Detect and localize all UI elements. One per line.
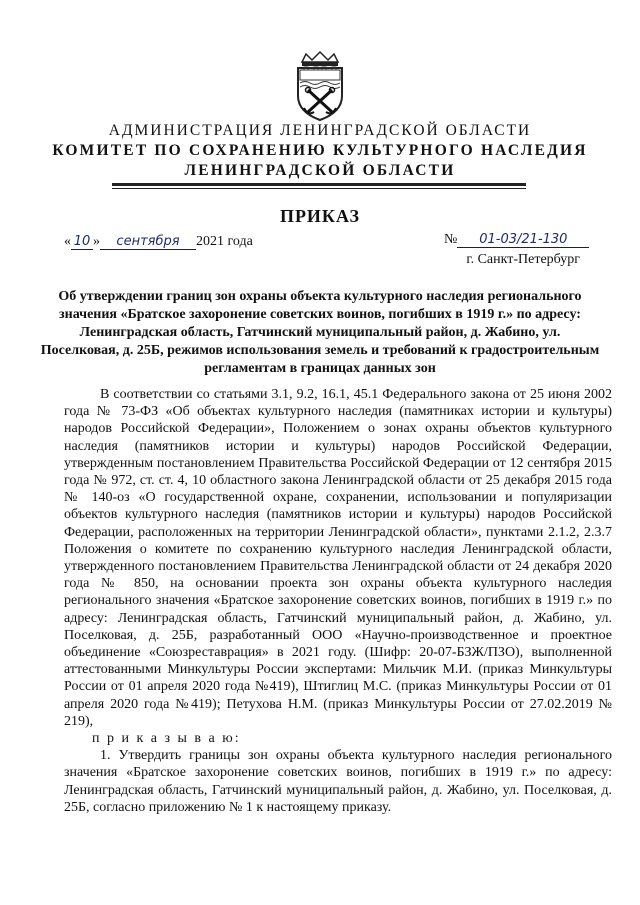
date-month: сентября [116,234,180,249]
date-day: 10 [73,234,91,249]
agency-name-line1: АДМИНИСТРАЦИЯ ЛЕНИНГРАДСКОЙ ОБЛАСТИ [108,122,532,139]
city-name: г. Санкт-Петербург [466,252,580,267]
document-number [444,232,589,248]
header-divider-thick [112,183,526,186]
order-item-1: 1. Утвердить границы зон охраны объекта культурного наследия регионального значения «Братское захоронение советских воинов, погибших в 1919 г.» по адресу: Ленинградская область, Гатчинский муниципальный район, д. Жабино, ул. Поселковая, д. 25Б, согласно приложению № 1 к настоящему приказу. [64,748,612,815]
date-year: 2021 года [196,234,253,249]
date-day-field [71,235,93,250]
document-type: ПРИКАЗ [279,206,361,226]
number-sign: № [444,232,458,247]
number-field [457,233,589,248]
agency-name-line3: ЛЕНИНГРАДСКОЙ ОБЛАСТИ [184,162,456,179]
coat-of-arms-icon [292,50,348,122]
agency-name-line2: КОМИТЕТ ПО СОХРАНЕНИЮ КУЛЬТУРНОГО НАСЛЕДИЯ [52,142,588,159]
preamble-paragraph: В соответствии со статьями 3.1, 9.2, 16.1, 45.1 Федерального закона от 25 июня 2002 года № 73-ФЗ «Об объектах культурного наследия (памятниках истории и культуры) народов Российской Федерации», Положением о зонах охраны объектов культурного наследия (памятников истории и культуры) народов Российской Федерации, утвержденным постановлением Правительства Российской Федерации от 12 сентября 2015 года № 972, ст. ст. 4, 10 областного закона Ленинградской области от 25 декабря 2015 года № 140-оз «О государственной охране, сохранении, использовании и популяризации объектов культурного наследия (памятников истории и культуры) народов Российской Федерации, расположенных на территории Ленинградской области», пунктами 2.1.2, 2.3.7 Положения о комитете по сохранению культурного наследия Ленинградской области, утвержденного постановлением Правительства Ленинградской области от 24 декабря 2020 года № 850, на основании проекта зон охраны объекта культурного наследия регионального значения «Братское захоронение советских воинов, погибших в 1919 г.» по адресу: Ленинградская область, Гатчинский муниципальный район, д. Жабино, ул. Поселковая, д. 25Б, разработанный ООО «Научно-производственное и проектное объединение «Союзреставрация» в 2021 году. (Шифр: 20-07-БЗЖ/ПЗО), выполненной аттестованными Минкультуры России экспертами: Мильчик М.И. (приказ Минкультуры России от 01 апреля 2020 года №419), Штиглиц М.С. (приказ Минкультуры России от 01 апреля 2020 года №419); Петухова Н.М. (приказ Минкультуры России от 27.02.2019 № 219), [64,387,612,729]
document-date [64,234,253,250]
header-divider-thin [112,188,526,189]
document-body [64,386,612,816]
date-month-field [100,235,196,250]
number-value: 01-03/21-130 [479,232,568,247]
prikazyvayu-line: п р и к а з ы в а ю: [92,731,241,747]
date-close-quote: » [93,234,100,249]
date-open-quote: « [64,234,71,249]
document-title: Об утверждении границ зон охраны объекта культурного наследия регионального значения «Братское захоронение советских воинов, погибших в 1919 г.» по адресу: Ленинградская область, Гатчинский муниципальный район, д. Жабино, ул. Поселковая, д. 25Б, режимов использования земель и требований к градостроительным регламентам в границах данных зон [40,289,600,376]
